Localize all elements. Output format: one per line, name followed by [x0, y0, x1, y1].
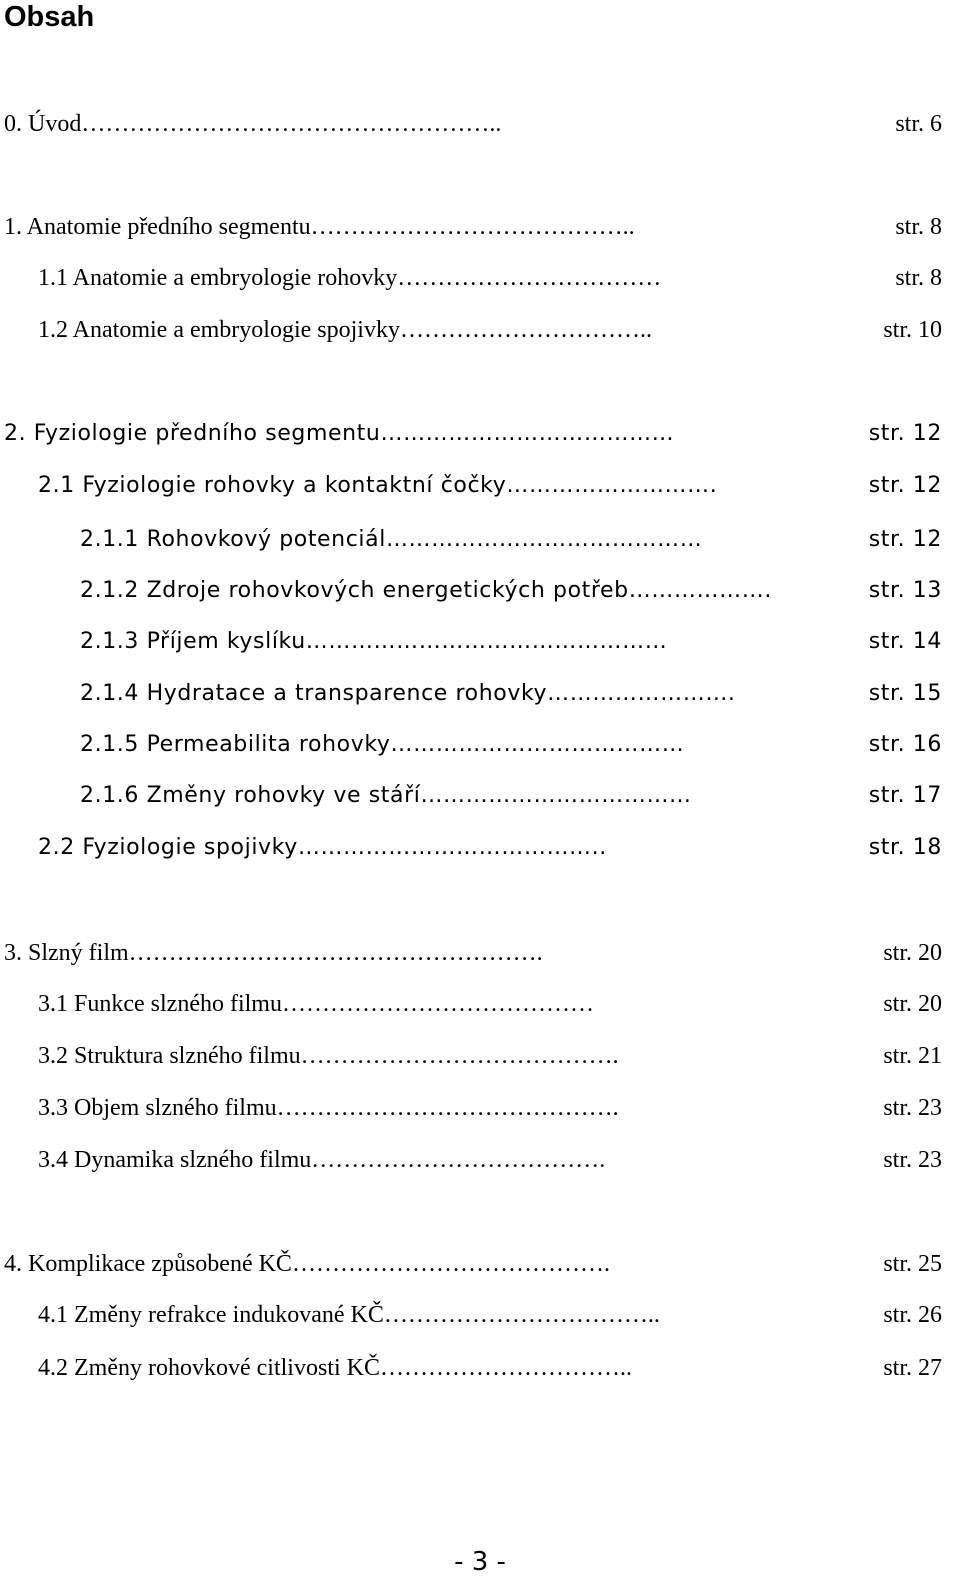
toc-entry-3-2: [38, 1040, 942, 1072]
toc-heading: Obsah: [4, 1, 95, 33]
toc-entry-page: str. 12: [868, 421, 942, 446]
toc-entry-2-1-2: [80, 575, 942, 607]
toc-entry-page: str. 23: [883, 1147, 942, 1173]
toc-entry-1: [4, 211, 942, 243]
toc-entry-label: 3.3 Objem slzného filmu: [38, 1095, 277, 1121]
toc-entry-leader: …………………………………: [281, 991, 594, 1017]
toc-entry-label: 2.1.3 Příjem kyslíku: [80, 629, 306, 654]
toc-entry-label: 1.1 Anatomie a embryologie rohovky: [38, 265, 398, 291]
toc-entry-1-2: [38, 314, 942, 346]
toc-entry-label: 2. Fyziologie předního segmentu: [4, 421, 381, 446]
toc-entry-2-2: [38, 832, 942, 864]
page-number: - 3 -: [454, 1547, 506, 1577]
toc-entry-label: 2.2 Fyziologie spojivky: [38, 835, 298, 860]
toc-entry-label: 3. Slzný film: [4, 940, 129, 966]
toc-entry-leader: …………………………………: [390, 732, 685, 757]
toc-entry-label: 2.1.6 Změny rohovky ve stáří: [80, 783, 421, 808]
toc-entry-1-1: [38, 262, 942, 294]
toc-entry-label: 0. Úvod: [4, 111, 82, 137]
toc-entry-page: str. 14: [868, 629, 942, 654]
toc-entry-page: str. 25: [883, 1251, 942, 1277]
toc-entry-page: str. 23: [883, 1095, 942, 1121]
toc-entry-4-2: [38, 1352, 942, 1384]
toc-entry-label: 2.1.5 Permeabilita rohovky: [80, 732, 391, 757]
toc-entry-label: 3.2 Struktura slzného filmu: [38, 1043, 301, 1069]
toc-entry-leader: ……………………………….: [311, 1147, 606, 1173]
toc-entry-label: 2.1 Fyziologie rohovky a kontaktní čočky: [38, 473, 507, 498]
toc-entry-leader: ………………………………: [420, 783, 692, 808]
toc-entry-2-1-4: [80, 678, 942, 710]
toc-entry-leader: …………………………………………….: [128, 940, 543, 966]
toc-entry-3-4: [38, 1144, 942, 1176]
toc-entry-leader: ……………….: [628, 578, 772, 603]
toc-entry-page: str. 17: [868, 783, 942, 808]
toc-entry-page: str. 20: [883, 991, 942, 1017]
toc-entry-label: 2.1.4 Hydratace a transparence rohovky: [80, 681, 548, 706]
toc-entry-leader: …………………….: [547, 681, 736, 706]
toc-entry-page: str. 26: [883, 1302, 942, 1328]
toc-entry-label: 1.2 Anatomie a embryologie spojivky: [38, 317, 400, 343]
toc-entry-label: 4.1 Změny refrakce indukované KČ: [38, 1302, 384, 1328]
toc-entry-3-3: [38, 1092, 942, 1124]
toc-entry-2: [4, 418, 942, 450]
toc-entry-leader: …………………………………….: [276, 1095, 619, 1121]
toc-entry-page: str. 21: [883, 1043, 942, 1069]
toc-entry-page: str. 27: [883, 1355, 942, 1381]
toc-entry-2-1-3: [80, 626, 942, 658]
toc-entry-leader: …………………………………………: [305, 629, 668, 654]
toc-entry-page: str. 15: [868, 681, 942, 706]
toc-entry-label: 3.1 Funkce slzného filmu: [38, 991, 282, 1017]
toc-entry-4: [4, 1248, 942, 1280]
toc-entry-leader: …………………………………: [380, 421, 675, 446]
toc-entry-2-1-6: [80, 780, 942, 812]
toc-entry-page: str. 16: [868, 732, 942, 757]
toc-entry-label: 2.1.1 Rohovkový potenciál: [80, 527, 386, 552]
toc-entry-leader: ……………………….: [506, 473, 718, 498]
toc-entry-leader: ……………………………………………..: [81, 111, 502, 137]
toc-entry-page: str. 6: [895, 111, 942, 137]
toc-entry-leader: ……………………………..: [383, 1302, 660, 1328]
toc-entry-3: [4, 937, 942, 969]
toc-entry-page: str. 12: [868, 527, 942, 552]
toc-entry-4-1: [38, 1299, 942, 1331]
toc-entry-leader: …………………………………..: [297, 835, 607, 860]
toc-entry-page: str. 12: [868, 473, 942, 498]
toc-entry-label: 2.1.2 Zdroje rohovkových energetických potřeb: [80, 578, 629, 603]
toc-entry-page: str. 10: [883, 317, 942, 343]
toc-entry-leader: …………………………………..: [310, 214, 635, 240]
toc-entry-3-1: [38, 988, 942, 1020]
toc-entry-page: str. 8: [895, 214, 942, 240]
toc-entry-2-1-5: [80, 729, 942, 761]
toc-entry-2-1-1: [80, 524, 942, 556]
toc-entry-leader: …………………………..: [379, 1355, 632, 1381]
toc-entry-uvod: [4, 108, 942, 140]
toc-entry-label: 3.4 Dynamika slzného filmu: [38, 1147, 312, 1173]
toc-entry-page: str. 8: [895, 265, 942, 291]
toc-entry-label: 1. Anatomie předního segmentu: [4, 214, 311, 240]
toc-entry-page: str. 18: [868, 835, 942, 860]
toc-entry-leader: ………………………………….: [300, 1043, 619, 1069]
toc-entry-leader: ………………………………….: [291, 1251, 610, 1277]
toc-entry-page: str. 20: [883, 940, 942, 966]
toc-entry-label: 4. Komplikace způsobené KČ: [4, 1251, 292, 1277]
toc-entry-leader: ……………………………: [397, 265, 662, 291]
toc-entry-2-1: [38, 470, 942, 502]
toc-entry-label: 4.2 Změny rohovkové citlivosti KČ: [38, 1355, 380, 1381]
toc-entry-leader: …………………………..: [399, 317, 652, 343]
toc-entry-page: str. 13: [868, 578, 942, 603]
toc-entry-leader: ……………………………………: [385, 527, 703, 552]
